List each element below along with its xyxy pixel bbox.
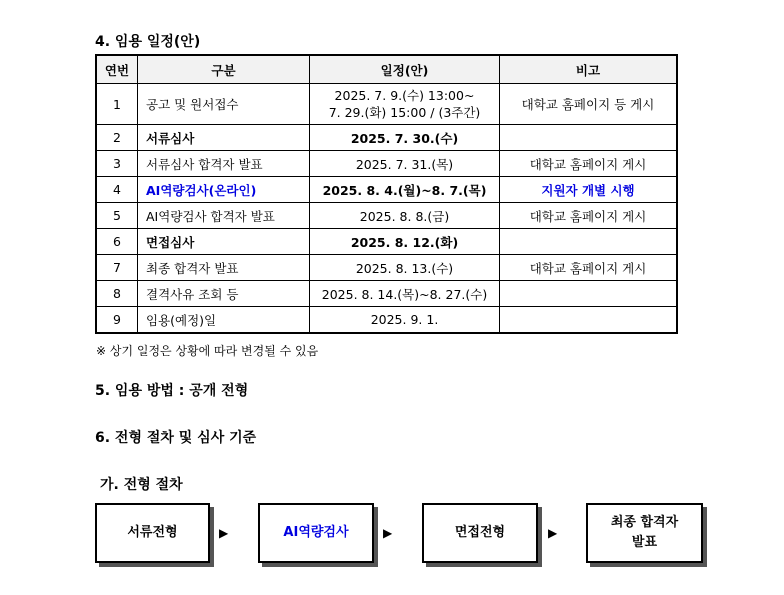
flow-arrow-icon: ▶ [548, 526, 558, 540]
row-note [500, 125, 678, 151]
table-header-row [96, 55, 677, 84]
subsection-title: 가. 전형 절차 [100, 477, 183, 493]
flow-arrow-icon: ▶ [219, 526, 229, 540]
row-note [500, 229, 678, 255]
flow-step-interview: 면접전형 [422, 503, 538, 563]
row-item: 서류심사 [138, 125, 310, 151]
flow-step-ai-test: AI역량검사 [258, 503, 374, 563]
header-date: 일정(안) [310, 55, 500, 84]
row-no: 5 [96, 203, 138, 229]
table-row [96, 307, 677, 334]
row-note [500, 281, 678, 307]
row-note [500, 307, 678, 334]
table-row [96, 281, 677, 307]
row-no: 1 [96, 84, 138, 125]
row-date: 2025. 8. 13.(수) [310, 255, 500, 281]
table-row [96, 125, 677, 151]
table-row [96, 84, 677, 125]
row-date: 2025. 7. 31.(목) [310, 151, 500, 177]
header-item: 구분 [138, 55, 310, 84]
schedule-note: ※ 상기 일정은 상황에 따라 변경될 수 있음 [96, 344, 319, 358]
row-note: 대학교 홈페이지 게시 [500, 203, 678, 229]
row-no: 9 [96, 307, 138, 334]
table-row [96, 177, 677, 203]
row-item: 공고 및 원서접수 [138, 84, 310, 125]
row-note: 지원자 개별 시행 [500, 177, 678, 203]
row-no: 3 [96, 151, 138, 177]
section-6-title: 6. 전형 절차 및 심사 기준 [95, 430, 257, 446]
row-no: 4 [96, 177, 138, 203]
section-4-title: 4. 임용 일정(안) [95, 34, 201, 50]
table-row [96, 255, 677, 281]
row-item: 임용(예정)일 [138, 307, 310, 334]
flow-arrow-icon: ▶ [383, 526, 393, 540]
row-note: 대학교 홈페이지 게시 [500, 255, 678, 281]
flow-step-final-announcement: 최종 합격자 발표 [586, 503, 703, 563]
row-no: 6 [96, 229, 138, 255]
row-date: 2025. 7. 9.(수) 13:00~ 7. 29.(화) 15:00 / (3주간) [310, 84, 500, 125]
row-no: 2 [96, 125, 138, 151]
row-item: 결격사유 조회 등 [138, 281, 310, 307]
row-note: 대학교 홈페이지 게시 [500, 151, 678, 177]
row-item: 면접심사 [138, 229, 310, 255]
row-no: 8 [96, 281, 138, 307]
row-date: 2025. 9. 1. [310, 307, 500, 334]
row-item: AI역량검사(온라인) [138, 177, 310, 203]
flow-step-documents: 서류전형 [95, 503, 210, 563]
table-row [96, 203, 677, 229]
row-item: AI역량검사 합격자 발표 [138, 203, 310, 229]
row-date: 2025. 8. 8.(금) [310, 203, 500, 229]
header-note: 비고 [500, 55, 678, 84]
row-date: 2025. 8. 14.(목)~8. 27.(수) [310, 281, 500, 307]
row-date: 2025. 8. 12.(화) [310, 229, 500, 255]
row-no: 7 [96, 255, 138, 281]
header-no: 연번 [96, 55, 138, 84]
row-item: 최종 합격자 발표 [138, 255, 310, 281]
row-note: 대학교 홈페이지 등 게시 [500, 84, 678, 125]
section-5-title: 5. 임용 방법 : 공개 전형 [95, 383, 249, 399]
table-row [96, 229, 677, 255]
row-date: 2025. 7. 30.(수) [310, 125, 500, 151]
table-row [96, 151, 677, 177]
row-date: 2025. 8. 4.(월)~8. 7.(목) [310, 177, 500, 203]
schedule-table [95, 54, 678, 334]
row-item: 서류심사 합격자 발표 [138, 151, 310, 177]
